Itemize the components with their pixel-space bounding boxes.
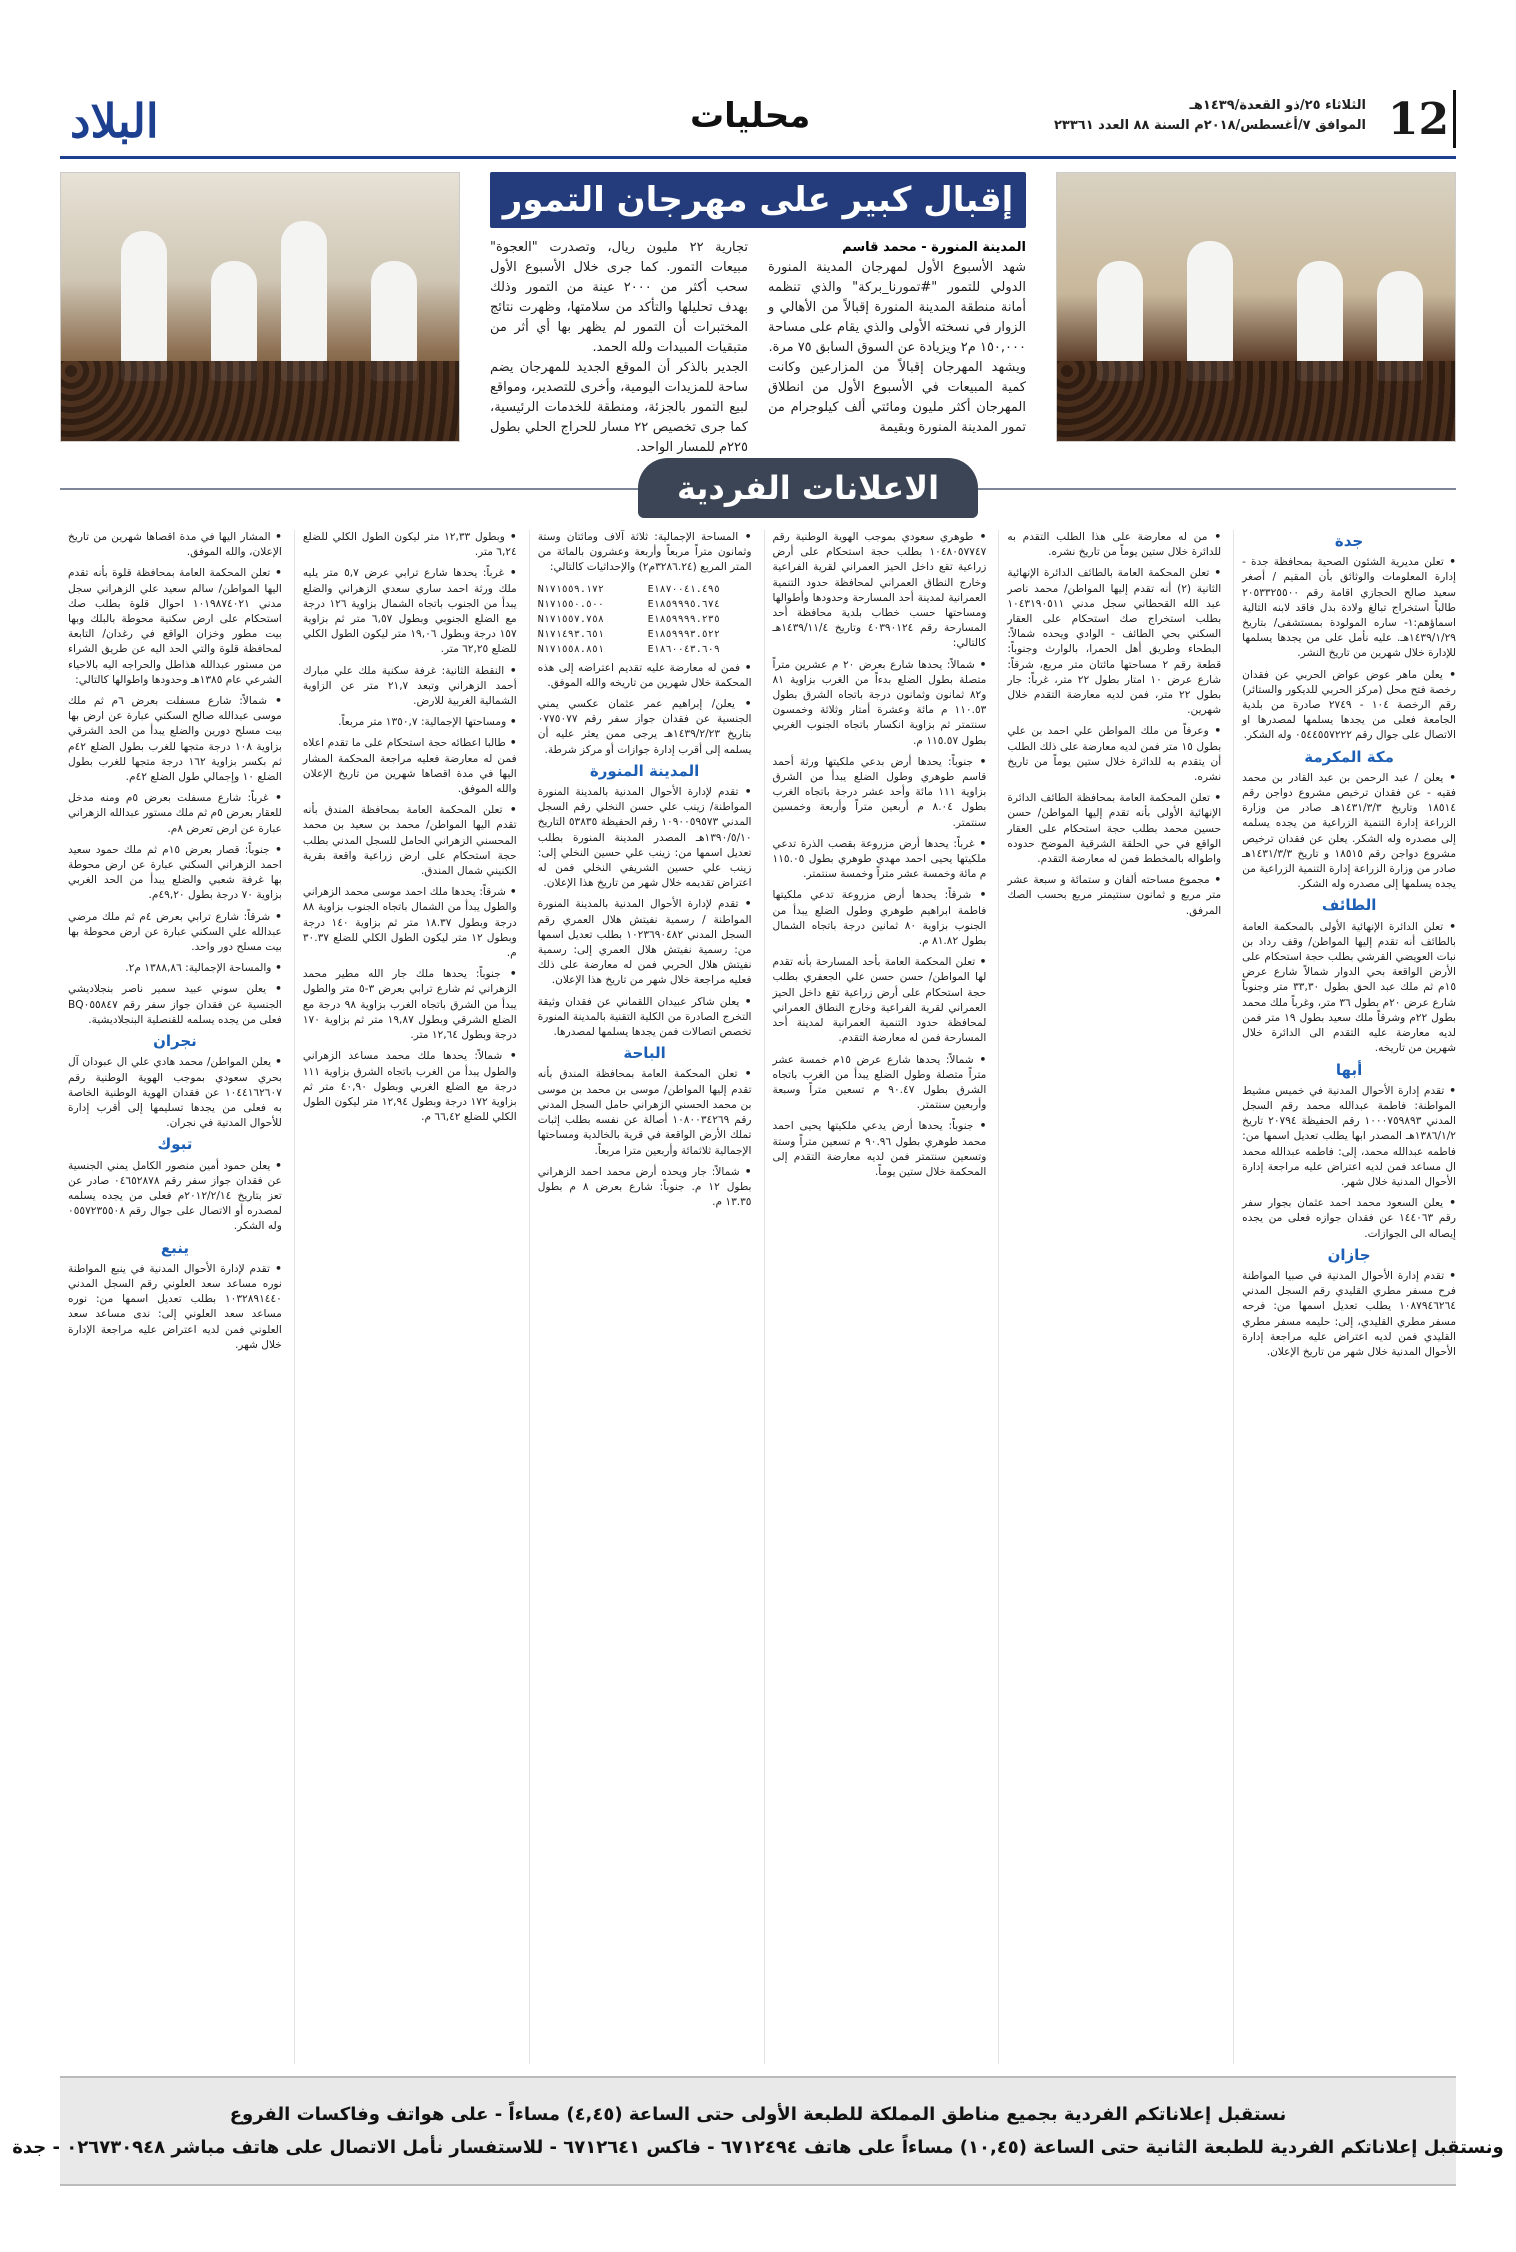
classified-ad: • وبطول ١٢,٣٣ متر ليكون الطول الكلي للضلع ٦,٢٤ متر. — [303, 530, 517, 560]
footer-line-second-edition: ونستقبل إعلاناتكم الفردية للطبعة الثانية حتى الساعة (١٠,٤٥) مساءاً على هاتف ٦٧١٢٤٩٤ - فاكس ٦٧١٢٦٤١ - للاستفسار نأمل الاتصال على هاتف مباشر ٠٢٦٧٣٠٩٤٨ - جدة — [12, 2137, 1504, 2158]
coordinate-value: E١٨٥٩٩٩٣.٥٢٢ — [647, 628, 720, 640]
gregorian-date: الموافق ٧/أغسطس/٢٠١٨م السنة ٨٨ العدد ٢٣٣٦١ — [1053, 118, 1366, 133]
classified-ad: • تعلن مديرية الشئون الصحية بمحافظة جدة - إدارة المعلومات والوثائق بأن المقيم / أصغر سعيد صالح الحجازي اقامة رقم ٢٠٥٣٣٢٥٥٠٠ طالباً استخراج تبالغ ولادة بدل فاقد لابنه التالية اسماؤهم:١- ساره المولودة بمستشفى/ بتاريخ ١٤٣٩/١/٢٩هـ. عليه نأمل على من يجدها يسلمها للإدارة خلال شهرين من تاريخ النشر. — [1242, 555, 1456, 661]
feature-headline: إقبال كبير على مهرجان التمور — [490, 172, 1026, 228]
feature-story — [60, 172, 1456, 455]
classified-ad: • يعلن السعود محمد احمد عثمان بجوار سفر رقم ١٤٤٠٦٣ عن فقدان جوازه فعلى من يجده إيصاله الى الجوازات. — [1242, 1196, 1456, 1242]
classifieds-column — [1233, 530, 1456, 2064]
city-heading: جدة — [1334, 532, 1364, 550]
coordinate-value: N١٧١٥٥٧.٧٥٨ — [537, 613, 604, 625]
classified-ad: • غرباً: يحدها شارع ترابي عرض ٥,٧ متر يليه ملك ورثة احمد ساري سعدي الزهراني والضلع يبدأ من الجنوب باتجاه الشمال بزاوية ١٢٦ درجة مع الضلع الجنوبي وبطول ٦,٥٧ متر ثم بزاوية ١٥٧ درجة وبطول ١٩,٠٦ متر ليكون الطول الكلي للضلع ٦٢,٢٥ متر. — [303, 566, 517, 657]
coordinate-value: E١٨٦٠٠٤٣.٦٠٩ — [647, 643, 720, 655]
city-heading: مكة المكرمة — [1304, 747, 1394, 766]
masthead-divider — [60, 156, 1456, 159]
classified-ad: • جنوباً: يحدها أرض بدعي ملكيتها ورثة أحمد قاسم طوهري وطول الضلع يبدأ من الشرق بزاوية ١١١ مائة وأحد عشر درجة باتجاه الغرب بطول ٨.٠٤ م أربعين متراً وأربعة وخمسين سنتمتر. — [773, 755, 987, 831]
classified-ad: • يعلن / عبد الرحمن بن عبد القادر بن محمد فقيه - عن فقدان ترخيص مشروع دواجن رقم ١٨٥١٤ وتاريخ ١٤٣١/٣/٣هـ صادر من وزارة الزراعة إدارة التنمية الزراعية من يجده يسلمه إلى مصدره وله الشكر. يعلن عن فقدان ترخيص مشروع دواجن رقم ١٨٥١٥ و تاريخ ١٤٣١/٣/٣هـ صادر من وزارة الزراعة إدارة التنمية الزراعية من يجده يسلمها إلى مصدره وله الشكر. — [1242, 771, 1456, 893]
city-heading: نجران — [153, 1032, 197, 1051]
city-heading: الطائف — [1321, 896, 1377, 915]
classified-ad: • يعلن سوني عبيد سمير ناصر بنجلاديشي الجنسية عن فقدان جواز سفر رقم BQ٠٥٥٨٤٧ فعلى من يجده يسلمه للقنصلية البنجلاديشية. — [68, 982, 282, 1028]
section-title: محليات — [690, 96, 811, 136]
classifieds-column — [764, 530, 987, 2064]
hijri-date: الثلاثاء ٢٥/ذو القعدة/١٤٣٩هـ — [1189, 98, 1366, 113]
city-heading: ينبع — [160, 1238, 189, 1257]
coordinates-table — [538, 582, 752, 657]
footer-notice — [12, 2076, 1504, 2186]
issue-date — [1054, 96, 1366, 136]
classified-ad: • تعلن المحكمة العامة بمحافظة المندق بأنه تقدم اليها المواطن/ محمد بن سعيد بن محمد المحسني الزهراني الحامل للسجل المدني بطلب حجة استحكام على ارض زراعية واقعة بقرية الكنيني شمال المندق. — [303, 803, 517, 879]
classified-ad: • من له معارضة على هذا الطلب التقدم به للدائرة خلال ستين يوماً من تاريخ نشره. — [1007, 530, 1221, 560]
feature-paragraph: تجارية ٢٢ مليون ريال، وتصدرت "العجوة" مبيعات التمور. كما جرى خلال الأسبوع الأول سحب أكثر من ٢٠٠٠ عينة من التمور وذلك بهدف تحليلها والتأكد من سلامتها، وظهرت نتائج المختبرات أن التمور لم يظهر بها أي أثر من متبقيات المبيدات ولله الحمد. — [490, 240, 749, 355]
classified-ad: • شرقاً: يحدها أرض مزروعة تدعي ملكيتها فاطمة ابراهيم طوهري وطول الضلع يبدأ من الجنوب بزاوية ٨٠ ثمانين درجة باتجاه الشمال بطول ٨١.٨٢ م. — [773, 888, 987, 949]
classified-ad: • يعلن شاكر عبيدان اللقماني عن فقدان وثيقة التخرج الصادرة من الكلية التقنية بالمدينة المنورة تخصص اتصالات فمن يجدها يسلمها لمصدرها. — [538, 995, 752, 1041]
classified-ad: • شمالاً: يحدها شارع عرض ١٥م خمسة عشر متراً متصلة وطول الضلع يبدأ من الغرب باتجاه الشرق بطول ٩٠.٤٧ م تسعين متراً وسبعة وأربعين سنتمتر. — [773, 1053, 987, 1114]
feature-paragraph: ويشهد المهرجان إقبالاً من المزارعين وكانت كمية المبيعات في الأسبوع الأول من انطلاق المهرجان أكثر مليون ومائتي ألف كيلوجرام من تمور المدينة المنورة وبقيمة — [768, 360, 1026, 435]
classified-ad: • يعلن ماهر عوض عواض الحربي عن فقدان رخصة فتح محل (مركز الحربي للديكور والستائر) رقم الرخصة ١٠٤ - ٢٧٤٩ صادرة من بلدية الجامعة فعلى من يجدها يسلمها لمصدرها او الاتصال على جوال رقم ٠٥٤٤٥٥٧٢٢٢ وله الشكر. — [1242, 668, 1456, 744]
coordinate-value: N١٧١٥٥٨.٨٥١ — [537, 643, 604, 655]
classified-ad: • شمالاً: يحدها شارع بعرض ٢٠ م عشرين متراً متصلة بطول الضلع بدءاً من الغرب بزاوية ٨١ و٨٢ ثمانون وثمانون درجة باتجاه الشرق بطول ١١٠.٥٣ م مائة وعشرة أمتار وثلاثة وخمسون سنتمتر ثم بزاوية انكسار باتجاه الجنوب الغربي بطول ١١٥.٥٧ م. — [773, 658, 987, 749]
classified-ad: • جنوباً: يحدها ملك جار الله مطير محمد الزهراني ثم شارع ترابي بعرض ٣-٥ متر والطول يبدأ من الشرق باتجاه الغرب بزاوية ٩٨ درجة مع الضلع الشرقي وبطول ١٩,٨٧ متر ثم بزاوية ١٧٠ درجة وبطول ١٢,٦٤ متر. — [303, 967, 517, 1043]
page-number: 12 — [1384, 90, 1456, 148]
photo-dates-boxes — [1057, 361, 1455, 441]
city-heading: الباحة — [623, 1044, 666, 1063]
classified-ad: • تعلن المحكمة العامة بأحد المسارحة بأنه تقدم لها المواطن/ حسن حسن علي الجعفري بطلب حجة استحكام على أرض زراعية تقع داخل الحيز العمراني لقرية الفراعية وخارج النطاق العمراني لمحافظة حدود التنمية العمرانية لمدينة أحد المسارحة فمن له معارضة التقدم. — [773, 955, 987, 1046]
classified-ad: • شمالاً: شارع مسفلت بعرض ٦م ثم ملك موسى عبدالله صالح السكني عبارة عن ارض بها بيت مسلح دورين والضلع يبدأ من الحد الشرقي بزاوية ١٠٨ درجة متجها للغرب بطول الضلع ٤٢م ثم بكسر بزاوية ١٦٢ درجة متجها للغرب بطول الضلع ١٠ وإجمالي طول الضلع ٤٢م. — [68, 694, 282, 785]
feature-paragraph: الجدير بالذكر أن الموقع الجديد للمهرجان يضم ساحة للمزيدات اليومية، وأخرى للتصدير، ومواقع لبيع التمور بالجزئة، ومنطقة للخدمات الرئيسية، كما جرى تخصيص ٢٢ مسار للحراج الحلي بطول ٢٢٥م للمسار الواحد. — [490, 360, 748, 455]
coordinate-value: N١٧١٥٥٠.٥٠٠ — [537, 598, 604, 610]
classified-ad: • مجموع مساحته ألفان و ستمائة و سبعة عشر متر مربع و ثمانون سنتيمتر مربع بحسب الصك المرفق. — [1007, 873, 1221, 919]
feature-column-left — [490, 238, 749, 455]
classified-ad: • تقدم لإدارة الأحوال المدنية بالمدينة المنورة المواطنة / رسمية نفيتش هلال العمري رقم السجل المدني ١٠٢٣٦٩٠٤٨٢ بطلب تعديل اسمها من: رسمية نفيتش هلال العمري إلى: رسمية نفيتش هلال الحربي فمن له معارضة على ذلك فعليه مراجعة خلال شهر من تاريخ هذا الإعلان. — [538, 897, 752, 988]
footer-line-first-edition: نستقبل إعلاناتكم الفردية بجميع مناطق المملكة للطبعة الأولى حتى الساعة (٤,٤٥) مساءاً - على هواتف وفاكسات الفروع — [229, 2104, 1287, 2125]
classified-ad: • غرباً: شارع مسفلت بعرض ٥م ومنه مدخل للعقار بعرض ٥م ثم ملك مستور عبدالله الزهراني عبارة عن ارض تعرض ٨م. — [68, 791, 282, 837]
classifieds-column — [529, 530, 752, 2064]
classified-ad: • جنوباً: يحدها أرض يدعي ملكيتها يحيى احمد محمد طوهري بطول ٩٠.٩٦ م تسعين متراً وستة وتسعين سنتمتر فمن لديه معارضة التقدم إلى المحكمة خلال ستين يوماً. — [773, 1119, 987, 1180]
classified-ad: • تقدم إدارة الأحوال المدنية في خميس مشيط المواطنة: فاطمة عبدالله محمد رقم السجل المدني ١٠٠٠٧٥٩٨٩٣ رقم الحفيظة ٢٠٧٩٤ تاريخ ١٣٨٦/١/٢هـ المصدر ابها يطلب تعديل اسمها من: فاطمه عبدالله محمد، إلى: فاطمه عبدالله محمد ال مساعد فمن لديه اعتراض عليه مراجعة إدارة الأحوال المدنية خلال شهر. — [1242, 1084, 1456, 1190]
masthead — [60, 90, 1456, 152]
feature-photo-visitors — [60, 172, 460, 442]
feature-body — [490, 238, 1026, 455]
classified-ad: • النقطة الثانية: غرفة سكنية ملك علي مبارك أحمد الزهراني وتبعد ٢١,٧ متر عن الزاوية الشمالية الغربية للارض. — [303, 664, 517, 710]
classified-ad: • يعلن المواطن/ محمد هادي علي ال عبودان آل بحري سعودي بموجب الهوية الوطنية رقم ١٠٤٤١٦٢٦٠٧ عن فقدان الهوية الوطنية الخاصة به فعلى من يجدها تسليمها إلى أقرب إدارة للأحوال المدنية في نجران. — [68, 1055, 282, 1131]
classified-ad: • تعلن الدائرة الإنهائية الأولى بالمحكمة العامة بالطائف أنه تقدم إليها المواطن/ وقف رداد بن نبات العويضي القرشي بطلب حجة استحكام على الأرض الواقعة بحي الدوار شمالاً شارع عرض ١٥م ثم ملك عبد الحق بطول ٣٣,٣٠ متر وجنوباً شارع عرض ٢٠م بطول ٣٦ متر، وغرباً ملك محمد بطول ٢٢م وشرقاً ملك سعيد بطول ١٩ متر فمن لديه معارضة عليه التقدم الى الدائرة خلال شهرين من تاريخه. — [1242, 920, 1456, 1057]
classified-ad: • تعلن المحكمة العامة بمحافظة المندق بأنه تقدم إليها المواطن/ موسى بن محمد بن موسى بن محمد الحسني الزهراني حامل السجل المدني رقم ١٠٨٠٠٣٤٢٦٩ أصالة عن نفسه بطلب إثبات تملك الأرض الواقعة في قرية بالخالدية ومساحتها الإجمالية ثلاثمائة وأربعين مترا مربعاً. — [538, 1067, 752, 1158]
classifieds-column — [294, 530, 517, 2064]
classified-ad: • يعلن/ إبراهيم عمر عثمان عكسي يمني الجنسية عن فقدان جواز سفر رقم ٠٧٧٥٠٧٧ بتاريخ ١٤٣٩/٢/٢٣هـ يرجى ممن يعثر عليه أن يسلمه إلى أقرب إدارة جوازات أو مركز شرطة. — [538, 697, 752, 758]
classified-ad: • فمن له معارضة عليه تقديم اعتراضه إلى هذه المحكمة خلال شهرين من تاريخه والله الموفق. — [538, 661, 752, 691]
photo-figure — [1187, 241, 1233, 381]
feature-photo-dates-market — [1056, 172, 1456, 442]
coordinate-value: N١٧١٥٥٩.١٧٢ — [537, 583, 604, 595]
classifieds-banner: الاعلانات الفردية — [638, 458, 978, 518]
classified-ad: • تقدم إدارة الأحوال المدنية في صبيا المواطنة فرح مسفر مطري القليدي رقم السجل المدني ١٠٨٧٩٤٦٢٦٤ يطلب تعديل اسمها من: فرحه مسفر مطري القليدي، إلى: حليمه مسفر مطري القليدي فمن لديه اعتراض عليه مراجعة إدارة الأحوال المدنية خلال شهر من تاريخ الإعلان. — [1242, 1269, 1456, 1360]
feature-column-right — [768, 238, 1026, 442]
classified-ad: • جنوباً: قصار بعرض ١٥م ثم ملك حمود سعيد احمد الزهراني السكني عبارة عن ارض محوطة بها غرفة شعبي والضلع يبدأ من الحد الغربي بزاوية ٧٠ درجة بطول ٤٩,٢٠م. — [68, 843, 282, 904]
coordinate-value: E١٨٥٩٩٩٥.٦٧٤ — [647, 598, 720, 610]
classified-ad: • ومساحتها الإجمالية: ١٣٥٠,٧ متر مربعاً. — [303, 715, 517, 730]
feature-byline: المدينة المنورة - محمد قاسم — [842, 240, 1026, 255]
photo-figure — [281, 221, 327, 381]
city-heading: تبوك — [157, 1135, 193, 1154]
classified-ad: • المساحة الإجمالية: ثلاثة آلاف ومائتان وستة وثمانون متراً مربعاً وأربعة وعشرون بالمائة من المتر المربع (٣٢٨٦.٢٤م٢) والإحداثيات كالتالي: — [538, 530, 752, 576]
coordinate-value: E١٨٥٩٩٩٩.٢٣٥ — [647, 613, 720, 625]
classified-ad: • تعلن المحكمة العامة بالطائف الدائرة الإنهائية الثانية (٢) أنه تقدم إليها المواطن/ محمد ناصر عبد الله القحطاني سجل مدني ١٠٤٣١٩٠٥١١ بطلب استخراج صك استحكام على العقار السكني بحي الطائف - الوادي ويحده شمالاً: البطحاء وطريق أهل الحمرا، بالوارث وجنوباً: قطعة رقم ٢ مساحتها مائتان متر مربع، شرقاً: شارع عرض ١٠ امتار بطول ٢٢ متر، غرباً: جار بطول ٢٢ متر، فمن لديه معارضة التقدم خلال شهرين. — [1007, 566, 1221, 718]
coordinate-value: E١٨٧٠٠٤١.٤٩٥ — [647, 583, 720, 595]
classified-ad: • تعلن المحكمة العامة بمحافظة الطائف الدائرة الإنهائية الأولى بأنه تقدم إليها المواطن/ حسن حسين محمد بطلب حجة استحكام على العقار الواقع في حي الحلقة الشرقية الموضح حدوده واطواله بالمخطط فمن له معارضة التقدم. — [1007, 791, 1221, 867]
classified-ad: • تقدم لإدارة الأحوال المدنية في ينبع المواطنة نوره مساعد سعد العلوني رقم السجل المدني ١٠٣٢٨٩١٤٤٠ بطلب تعديل اسمها من: نوره مساعد سعد العلوني إلى: ندى مساعد سعد العلوني فمن لديه اعتراض عليه مراجعة الإدارة خلال شهر. — [68, 1262, 282, 1353]
classified-ad: • طالبا اعطائه حجة استحكام على ما تقدم اعلاه فمن له معارضة فعليه مراجعة المحكمة المشار اليها في مدة اقصاها شهرين من تاريخ الإعلان والله الموفق. — [303, 736, 517, 797]
classifieds-banner-wrap — [60, 458, 1456, 520]
classified-ad: • شرقاً: يحدها ملك احمد موسى محمد الزهراني والطول يبدأ من الشمال باتجاه الجنوب بزاوية ٨٨ درجة وبطول ١٨.٣٧ متر ثم بزاوية ١٤٠ درجة وبطول ١٢ متر ليكون الطول الكلي للضلع ٣٠.٣٧ م. — [303, 885, 517, 961]
photo-dates-boxes — [61, 361, 459, 441]
photo-figure — [121, 231, 167, 381]
classified-ad: • شمالاً: يحدها ملك محمد مساعد الزهراني والطول يبدأ من الغرب باتجاه الشرق بزاوية ١١١ درجة مع الضلع الغربي وبطول ٤٠,٩٠ متر ثم بزاوية ١٧٢ درجة وبطول ١٢,٩٤ متر ليكون الطول الكلي للضلع ٦٦,٤٢ م. — [303, 1049, 517, 1125]
classified-ad: • تقدم لإدارة الأحوال المدنية بالمدينة المنورة المواطنة/ زينب علي حسن النخلي رقم السجل المدني ١٠٩٠٠٥٩٥٧٣ رقم الحفيظة ٥٣٨٣٥ التاريخ ١٣٩٠/٥/١٠هـ المصدر المدينة المنورة بطلب تعديل اسمها من: زينب علي حسين النخلي إلى: زينب علي حسين الشريفي النخلي فمن له اعتراض تقديمه خلال شهر من تاريخ هذا الإعلان. — [538, 785, 752, 891]
classified-ad: • والمساحة الإجمالية: ١٣٨٨,٨٦ م٢. — [68, 961, 282, 976]
classified-ad: • طوهري سعودي بموجب الهوية الوطنية رقم ١٠٤٨٠٥٧٧٤٧ بطلب حجة استحكام على أرض زراعية تقع داخل الحيز العمراني لقرية الفراعية وخارج النطاق العمراني لمحافظة حدود التنمية العمرانية لمدينة أحد المسارحة وحدودها وأطوالها ومساحتها حسب خطاب بلدية محافظة أحد المسارحة رقم ٤٠٣٩٠١٢٤ وتاريخ ١٤٣٩/١١/٤هـ كالتالي: — [773, 530, 987, 652]
classifieds-column — [998, 530, 1221, 2064]
city-heading: جازان — [1327, 1245, 1371, 1264]
classified-ad: • المشار اليها في مدة اقصاها شهرين من تاريخ الإعلان، والله الموفق. — [68, 530, 282, 560]
classified-ad: • يعلن حمود أمين منصور الكامل يمني الجنسية عن فقدان جواز سفر رقم ٠٤٦٥٢٨٧٨ صادر عن تعز بتاريخ ٢٠١٢/٢/١٤م فعلى من يجده يسلمه لمصدره أو الاتصال على جوال رقم ٠٥٥٧٢٣٥٥٠٨ وله الشكر. — [68, 1159, 282, 1235]
classified-ad: • غرباً: يحدها أرض مزروعة بقصب الذرة تدعي ملكيتها يحيى احمد مهدي طوهري بطول ١١٥.٠٥ م مائة وخمسة عشر متراً وخمسة سنتمتر. — [773, 837, 987, 883]
classified-ad: • وعرفاً من ملك المواطن علي احمد بن علي بطول ١٥ متر فمن لديه معارضة على ذلك الطلب أن يتقدم به للدائرة خلال ستين يوماً من تاريخ نشره. — [1007, 724, 1221, 785]
logo-text: البلاد — [70, 94, 159, 148]
newspaper-logo[interactable] — [70, 94, 159, 148]
city-heading: المدينة المنورة — [589, 761, 700, 780]
classifieds-columns — [60, 530, 1456, 2064]
feature-paragraph: شهد الأسبوع الأول لمهرجان المدينة المنورة الدولي للتمور "#تمورنا_بركة" والذي تنظمه أمانة منطقة المدينة المنورة إقبالاً من الأهالي و الزوار في نسخته الأولى والذي يقام على مساحة ١٥٠,٠٠٠ م٢ ويزيادة عن السوق السابق ٧٥ مرة. — [768, 260, 1026, 355]
classified-ad: • شمالاً: جار ويحده أرض محمد احمد الزهراني بطول ١٢ م. جنوباً: شارع بعرض ٨ م بطول ١٣.٣٥ م. — [538, 1165, 752, 1211]
classified-ad: • شرقاً: شارع ترابي بعرض ٤م ثم ملك مرضي عبدالله علي السكني عبارة عن ارض محوطة بها بيت مسلح دور واحد. — [68, 910, 282, 956]
classified-ad: • تعلن المحكمة العامة بمحافظة قلوة بأنه تقدم اليها المواطن/ سالم سعيد علي الزهراني سجل مدني ١٠١٩٨٧٤٠٢١ احوال قلوة بطلب صك استحكام على ارض سكنية محوطة بالبلك وبها بيت مطور وخزان الواقع في رغدان/ التابعة لمحافظة قلوة والتي الحد اليه عن طريق الشراء من مستور عبدالله هذاطل والحراجه اليه بالاحياء الشرعي عام ١٣٨٥هـ وحدودها واطوالها كالتالي: — [68, 566, 282, 688]
coordinate-value: N١٧١٤٩٣.٦٥١ — [537, 628, 604, 640]
city-heading: أبها — [1335, 1060, 1363, 1079]
classifieds-column — [60, 530, 282, 2064]
